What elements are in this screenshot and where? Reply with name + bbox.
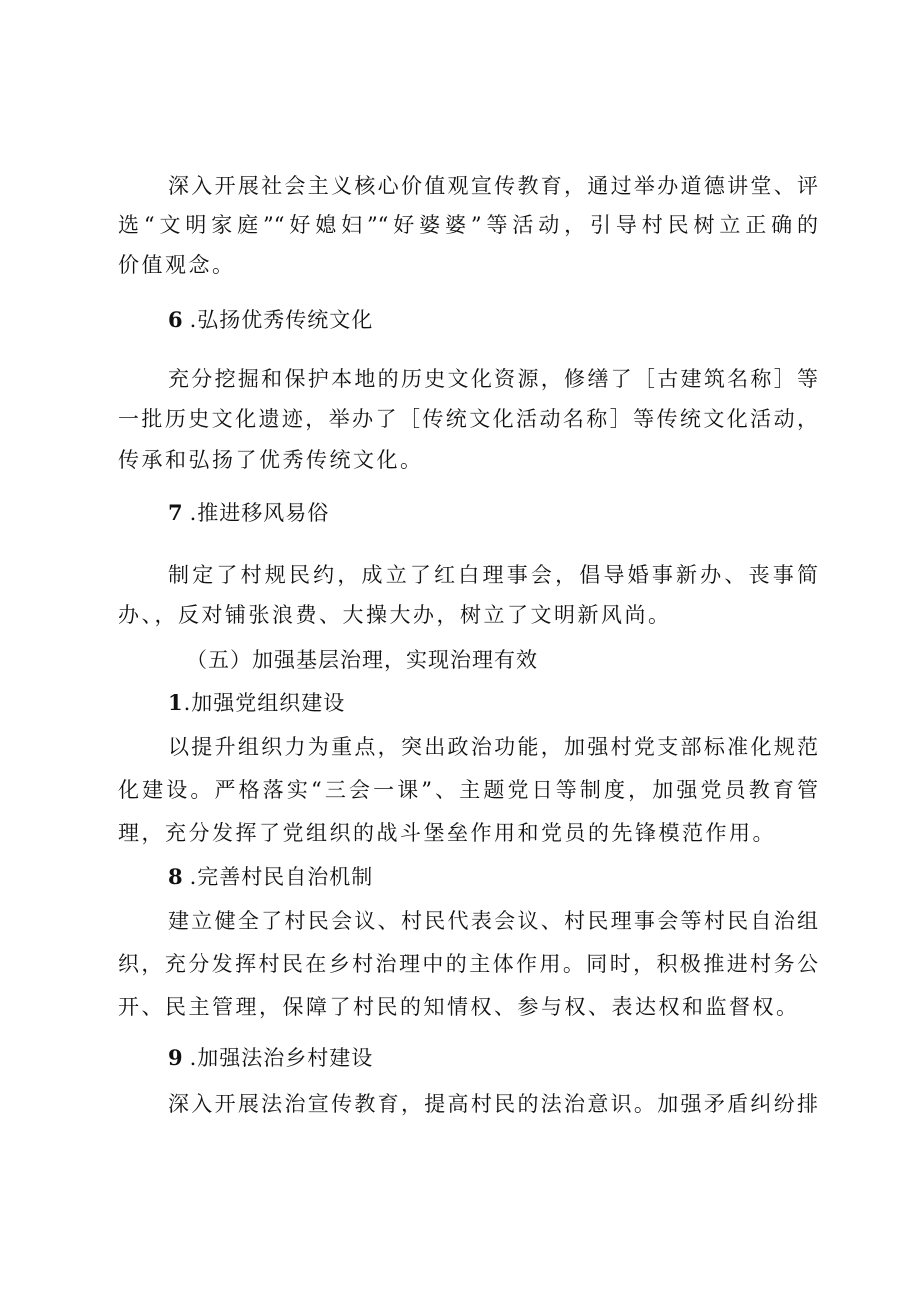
heading-number: 6 [168, 307, 184, 332]
heading-title: .弘扬优秀传统文化 [189, 308, 374, 332]
paragraph-line: 传承和弘扬了优秀传统文化。 [118, 448, 424, 472]
heading-title: .加强法治乡村建设 [189, 1046, 374, 1070]
paragraph-line: 化建设。严格落实“三会一课”、主题党日等制度，加强党员教育管 [118, 778, 818, 802]
paragraph-line: 深入开展法治宣传教育，提高村民的法治意识。加强矛盾纠纷排 [168, 1092, 818, 1116]
paragraph-line: 织，充分发挥村民在乡村治理中的主体作用。同时，积极推进村务公 [118, 952, 818, 976]
paragraph-line: 开、民主管理，保障了村民的知情权、参与权、表达权和监督权。 [118, 995, 800, 1019]
heading-number: 8 [168, 864, 184, 889]
heading-number: 1 [168, 690, 184, 715]
paragraph-line: 深入开展社会主义核心价值观宣传教育，通过举办道德讲堂、评 [168, 174, 818, 198]
paragraph-line: 建立健全了村民会议、村民代表会议、村民理事会等村民自治组 [168, 909, 818, 933]
paragraph-line: 办、，反对铺张浪费、大操大办，树立了文明新风尚。 [118, 603, 672, 627]
paragraph-line: 充分挖掘和保护本地的历史文化资源，修缮了［古建筑名称］等 [168, 367, 818, 391]
heading-number: 9 [168, 1045, 184, 1070]
section-heading-8 [168, 862, 373, 892]
section-heading-6 [168, 305, 373, 335]
paragraph-line: 制定了村规民约，成立了红白理事会，倡导婚事新办、丧事简 [168, 563, 818, 587]
heading-title: .加强党组织建设 [183, 691, 346, 715]
section-heading-7 [168, 498, 329, 528]
heading-title: .推进移风易俗 [189, 501, 330, 525]
paragraph-line: 一批历史文化遗迹，举办了［传统文化活动名称］等传统文化活动， [118, 407, 818, 431]
section-title-5: （五）加强基层治理，实现治理有效 [186, 648, 538, 672]
paragraph-line: 理，充分发挥了党组织的战斗堡垒作用和党员的先锋模范作用。 [118, 821, 776, 845]
heading-title: .完善村民自治机制 [189, 865, 374, 889]
paragraph-line: 以提升组织力为重点，突出政治功能，加强村党支部标准化规范 [168, 735, 818, 759]
section-heading-1 [168, 688, 345, 718]
paragraph-line: 价值观念。 [118, 253, 236, 277]
paragraph-line: 选“文明家庭”“好媳妇”“好婆婆”等活动，引导村民树立正确的 [118, 213, 818, 237]
heading-number: 7 [168, 500, 184, 525]
section-heading-9 [168, 1043, 373, 1073]
